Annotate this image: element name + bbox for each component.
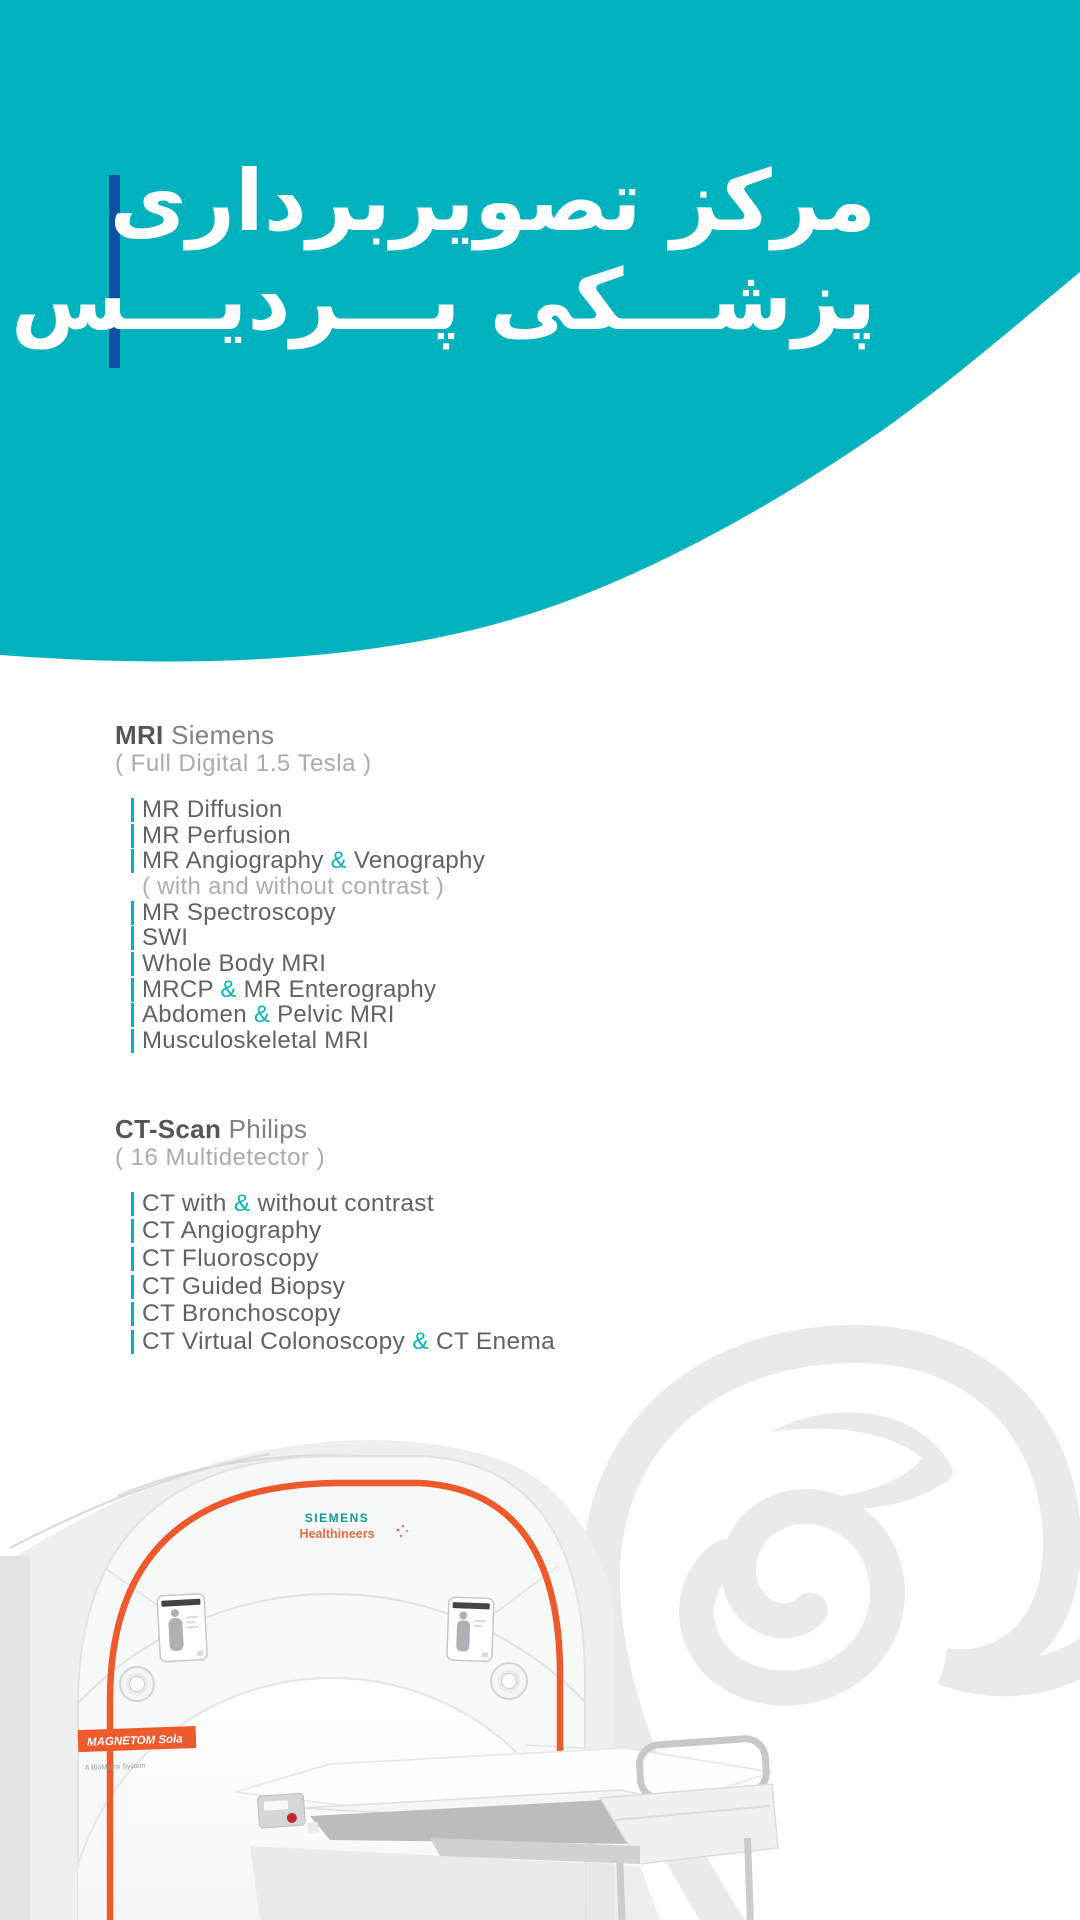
siemens-brand-text: SIEMENS: [304, 1511, 370, 1525]
item-tick-bar: [131, 1003, 134, 1027]
service-item-label: ( with and without contrast ): [142, 872, 445, 900]
ct-section-heading: [115, 1114, 555, 1144]
item-tick-bar: [131, 1275, 134, 1299]
gantry-screen-right: [447, 1597, 494, 1662]
service-item: [131, 823, 485, 849]
service-item: [131, 951, 485, 977]
service-item: [131, 977, 485, 1003]
service-item-label: MR Spectroscopy: [142, 898, 336, 926]
mri-heading-rest: Siemens: [163, 720, 275, 750]
service-item-label: CT Fluoroscopy: [142, 1244, 319, 1272]
service-item-label: MR Angiography & Venography: [142, 847, 485, 875]
mri-section-heading: [115, 720, 485, 750]
healthineers-brand-text: Healthineers: [299, 1527, 375, 1541]
service-item: [131, 848, 485, 874]
service-item: [131, 1190, 555, 1218]
mri-section-subheading: ( Full Digital 1.5 Tesla ): [115, 750, 372, 777]
mri-heading-bold: MRI: [115, 720, 164, 750]
service-item: [131, 1328, 555, 1356]
service-item-label: SWI: [142, 924, 189, 952]
mri-service-list: [131, 797, 485, 1054]
service-item-label: MRCP & MR Enterography: [142, 975, 437, 1003]
service-item-label: CT Bronchoscopy: [142, 1300, 341, 1328]
gantry-screen-left: [157, 1594, 207, 1662]
item-tick-bar: [131, 1219, 134, 1243]
service-item: [131, 1300, 555, 1328]
service-item: [131, 1218, 555, 1246]
ampersand-accent: &: [220, 975, 237, 1003]
gantry-knob-right: [491, 1663, 527, 1699]
item-tick-bar: [131, 926, 134, 950]
service-item-label: CT Angiography: [142, 1217, 322, 1245]
service-item-label: CT with & without contrast: [142, 1189, 434, 1217]
item-tick-bar: [131, 1302, 134, 1326]
service-item-label: Musculoskeletal MRI: [142, 1027, 370, 1055]
ampersand-accent: &: [412, 1327, 429, 1355]
machine-left-panel: [0, 1556, 30, 1920]
item-tick-bar: [131, 1029, 134, 1053]
service-item-label: Abdomen & Pelvic MRI: [142, 1001, 395, 1029]
page-title-line2: پزشـــکی پـــردیـــس: [10, 251, 876, 349]
service-item-label: CT Virtual Colonoscopy & CT Enema: [142, 1327, 556, 1355]
service-item: [131, 1003, 485, 1029]
service-item: [131, 1245, 555, 1273]
page-title-line1: مرکز تصویربرداری: [109, 152, 876, 250]
ct-heading-bold: CT-Scan: [115, 1114, 222, 1144]
service-item: [131, 925, 485, 951]
biomatrix-tagline-text: A BioMatrix System: [84, 1762, 146, 1772]
ct-section-subheading: ( 16 Multidetector ): [115, 1144, 326, 1171]
service-item-label: MR Diffusion: [142, 795, 283, 823]
service-item-label: MR Perfusion: [142, 821, 291, 849]
service-item: [131, 900, 485, 926]
item-tick-bar: [131, 978, 134, 1002]
mri-section: [115, 720, 485, 1054]
service-item: [131, 1273, 555, 1301]
item-tick-bar: [131, 1330, 134, 1354]
ct-service-list: [131, 1190, 555, 1356]
item-tick-bar: [131, 901, 134, 925]
gantry-knob-left: [120, 1667, 154, 1701]
item-tick-bar: [131, 824, 134, 848]
item-tick-bar: [131, 1247, 134, 1271]
item-tick-bar: [131, 798, 134, 822]
service-item-label: CT Guided Biopsy: [142, 1272, 346, 1300]
ampersand-accent: &: [330, 847, 347, 875]
service-item-label: Whole Body MRI: [142, 949, 327, 977]
service-item: [131, 1028, 485, 1054]
ct-heading-rest: Philips: [221, 1114, 308, 1144]
magnetom-model-text: MAGNETOM Sola: [86, 1733, 183, 1749]
service-item: [131, 874, 485, 900]
service-item: [131, 797, 485, 823]
ampersand-accent: &: [253, 1001, 271, 1029]
item-tick-bar: [131, 952, 134, 976]
item-tick-bar: [131, 1192, 134, 1216]
item-tick-bar: [131, 849, 134, 873]
ct-section: [115, 1114, 555, 1356]
ampersand-accent: &: [233, 1189, 251, 1217]
